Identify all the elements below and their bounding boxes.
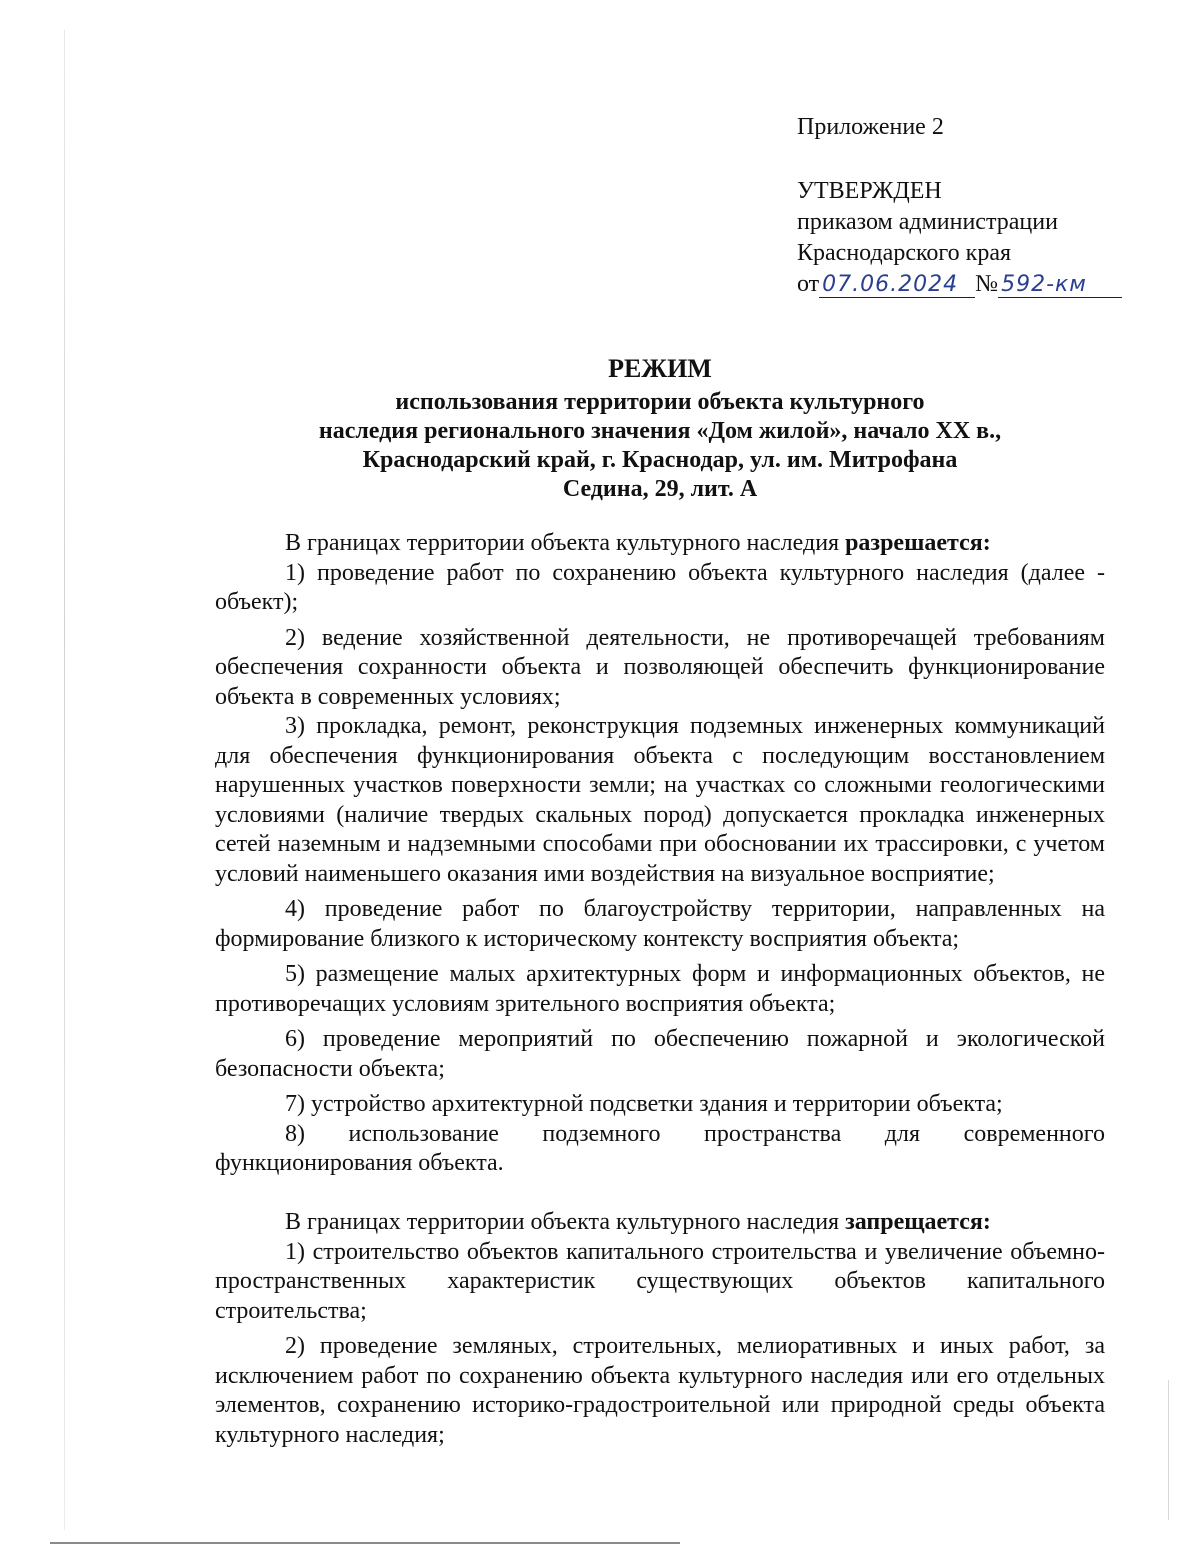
title-line-1: использования территории объекта культурного	[395, 389, 925, 415]
allowed-section	[215, 529, 1105, 1179]
date-prefix: от	[797, 271, 820, 297]
approved-label: УТВЕРЖДЕН	[797, 178, 942, 204]
handwritten-order-number: 592-км	[998, 273, 1122, 298]
forbidden-intro-keyword: запрещается:	[845, 1209, 991, 1235]
allowed-intro-text: В границах территории объекта культурного наследия	[285, 530, 846, 556]
approved-by-line-1: приказом администрации	[797, 209, 1058, 235]
scan-left-edge	[64, 30, 65, 1530]
title-main: РЕЖИМ	[608, 354, 712, 383]
allowed-item: 7) устройство архитектурной подсветки здания и территории объекта;	[285, 1091, 1003, 1117]
number-sign: №	[975, 271, 999, 297]
forbidden-item: 1) строительство объектов капитального строительства и увеличение объемно-пространственных характеристик существующих объектов капитального строительства;	[215, 1238, 1105, 1324]
forbidden-section	[215, 1208, 1105, 1450]
allowed-item: 8) использование подземного пространства для современного функционирования объекта.	[215, 1120, 1105, 1176]
allowed-item: 6) проведение мероприятий по обеспечению пожарной и экологической безопасности объекта;	[215, 1026, 1105, 1082]
approval-block	[797, 112, 1122, 300]
forbidden-intro-text: В границах территории объекта культурного наследия	[285, 1209, 846, 1235]
allowed-item: 3) прокладка, ремонт, реконструкция подземных инженерных коммуникаций для обеспечения функционирования объекта с последующим восстановлением нарушенных участков поверхности земли; на участках со сложными геологическими условиями (наличие твердых скальных пород) допускается прокладка инженерных сетей наземным и надземными способами при обосновании их трассировки, с учетом условий наименьшего оказания ими воздействия на визуальное восприятие;	[215, 713, 1105, 887]
handwritten-date: 07.06.2024	[819, 273, 975, 298]
allowed-item: 5) размещение малых архитектурных форм и информационных объектов, не противоречащих условиям зрительного восприятия объекта;	[215, 961, 1105, 1017]
title-line-3: Краснодарский край, г. Краснодар, ул. им. Митрофана	[362, 447, 958, 473]
scan-right-edge	[1168, 1380, 1169, 1520]
title-line-2: наследия регионального значения «Дом жилой», начало XX в.,	[318, 418, 1002, 444]
title-line-4: Седина, 29, лит. А	[562, 476, 758, 502]
allowed-item: 2) ведение хозяйственной деятельности, не противоречащей требованиям обеспечения сохранности объекта и позволяющей обеспечить функционирование объекта в современных условиях;	[215, 624, 1105, 710]
allowed-item: 1) проведение работ по сохранению объекта культурного наследия (далее - объект);	[215, 559, 1105, 615]
order-date-line	[797, 269, 1122, 300]
scan-bottom-line	[50, 1542, 680, 1544]
forbidden-item: 2) проведение земляных, строительных, мелиоративных и иных работ, за исключением работ по сохранению объекта культурного наследия или его отдельных элементов, сохранению историко-градостроительной или природной среды объекта культурного наследия;	[215, 1333, 1105, 1448]
allowed-item: 4) проведение работ по благоустройству территории, направленных на формирование близкого к историческому контексту восприятия объекта;	[215, 896, 1105, 952]
document-title	[200, 352, 1120, 504]
appendix-label: Приложение 2	[797, 114, 944, 140]
approved-by-line-2: Краснодарского края	[797, 240, 1012, 266]
forbidden-intro	[215, 1208, 1105, 1238]
allowed-intro	[215, 529, 1105, 559]
allowed-intro-keyword: разрешается:	[845, 530, 991, 556]
